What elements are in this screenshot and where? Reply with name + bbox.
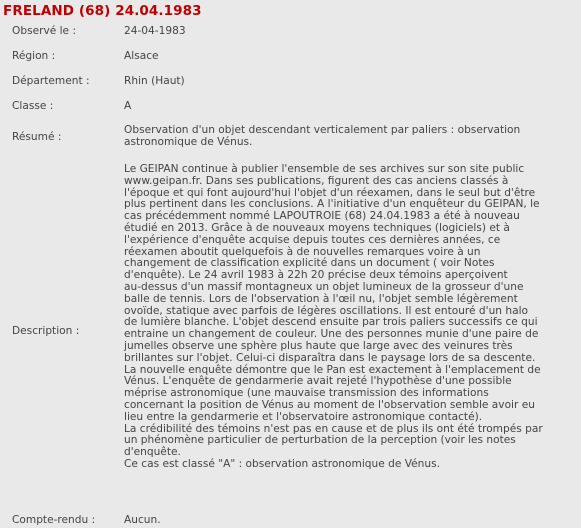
description-line: jumelles observe une sphère plus haute que large avec des veinures très [124,339,513,352]
description-line: Ce cas est classé "A" : observation astronomique de Vénus. [124,457,440,470]
description-line: d'enquête). Le 24 avril 1983 à 22h 20 précise deux témoins aperçoivent [124,269,508,282]
description-line: La nouvelle enquête démontre que le Pan est exactement à l'emplacement de [124,363,541,376]
description-line: Vénus. L'enquête de gendarmerie avait rejeté l'hypothèse d'une possible [124,375,512,388]
description-line: plus pertinent dans les conclusions. A l'initiative d'un enquêteur du GEIPAN, le [124,198,540,211]
description-line: changement de classification explicité dans un document ( voir Notes [124,257,495,270]
resume-text [124,125,520,149]
description-line: balle de tennis. Lors de l'observation à l'œil nu, l'objet semble légèrement [124,292,518,305]
description-line: lieu entre la gendarmerie et l'observatoire astronomique contacté). [124,410,483,423]
observe-value: 24-04-1983 [124,25,186,37]
description-line: entraine un changement de couleur. Une des personnes munie d'une paire de [124,328,539,341]
resume-line: astronomique de Vénus. [124,135,253,148]
region-value: Alsace [124,50,159,62]
description-line: un phénomène particulier de perturbation de la perception (voir les notes [124,434,516,447]
description-line: de lumière blanche. L'objet descend ensuite par trois paliers successifs ce qui [124,316,538,329]
departement-label: Département : [12,75,90,87]
description-line: concernant la position de Vénus au moment de l'observation semble avoir eu [124,398,535,411]
description-line: étudié en 2013. Grâce à de nouveaux moyens techniques (logiciels) et à [124,221,510,234]
description-line: ovoïde, statique avec parfois de légères oscillations. Il est entouré d'un halo [124,304,529,317]
resume-label: Résumé : [12,131,62,143]
description-line: réexamen aboutit quelquefois à de nouvelles remarques voire à un [124,245,481,258]
description-text [124,164,579,471]
description-line: cas précédemment nommé LAPOUTROIE (68) 24.04.1983 a été à nouveau [124,210,520,223]
description-line: www.geipan.fr. Dans ses publications, figurent des cas anciens classés à [124,174,509,187]
region-label: Région : [12,50,56,62]
description-line: l'expérience d'enquête acquise depuis toutes ces dernières années, ce [124,233,501,246]
observe-label: Observé le : [12,25,77,37]
description-line: l'époque et qui font aujourd'hui l'objet d'un réexamen, dans le seul but d'être [124,186,536,199]
resume-line: Observation d'un objet descendant verticalement par paliers : observation [124,124,521,136]
departement-value: Rhin (Haut) [124,75,185,87]
description-line: d'enquête. [124,446,181,459]
classe-value: A [124,100,132,112]
description-line: Le GEIPAN continue à publier l'ensemble de ses archives sur son site public [124,163,525,175]
classe-label: Classe : [12,100,54,112]
description-line: au-dessus d'un massif montagneux un objet lumineux de la grosseur d'une [124,280,524,293]
description-label: Description : [12,325,80,337]
compte-rendu-value: Aucun. [124,514,161,526]
case-title: FRELAND (68) 24.04.1983 [3,3,202,19]
compte-rendu-label: Compte-rendu : [12,514,96,526]
description-line: La crédibilité des témoins n'est pas en cause et de plus ils ont été trompés par [124,422,543,435]
description-line: brillantes sur l'objet. Celui-ci disparaîtra dans le paysage lors de sa descente. [124,351,536,364]
description-line: méprise astronomique (une mauvaise transmission des informations [124,387,489,400]
